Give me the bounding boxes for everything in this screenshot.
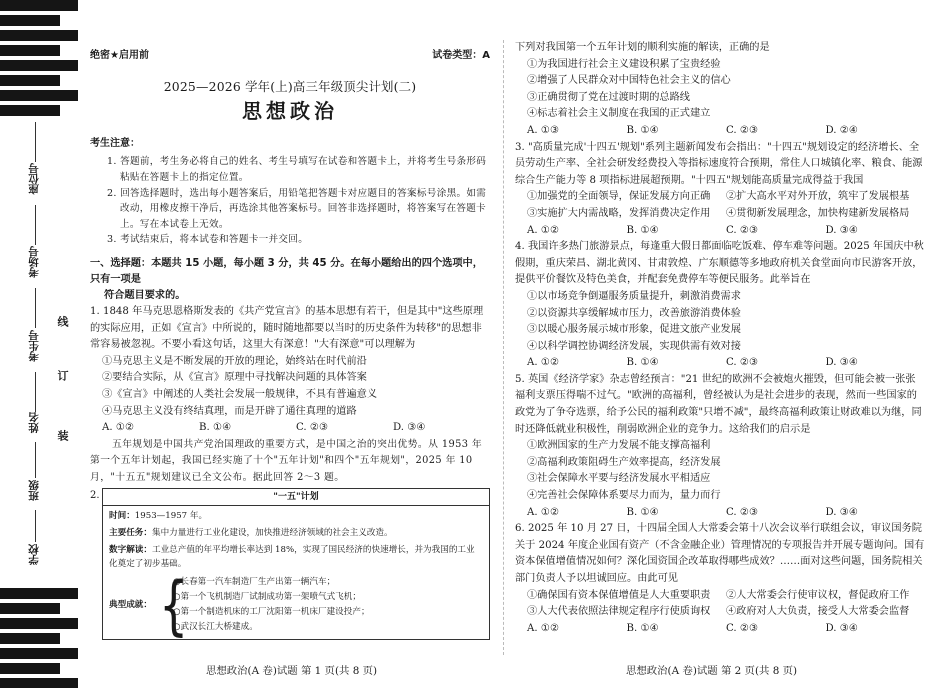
question-option: ③《宣言》中阐述的人类社会发展一般规律，不具有普遍意义 xyxy=(102,388,378,400)
plan-data-label: 数字解读： xyxy=(109,544,152,555)
binding-stripe xyxy=(0,75,60,86)
choice-b[interactable]: B. ①④ xyxy=(626,506,659,518)
choice-b[interactable]: B. ①④ xyxy=(626,357,659,369)
question-option: ④以科学调控协调经济发展，实现供需有效对接 xyxy=(527,340,741,352)
question-1 xyxy=(90,304,490,437)
choice-c[interactable]: C. ②③ xyxy=(726,622,759,634)
plan-title: "一五"计划 xyxy=(103,489,489,506)
binding-stripe xyxy=(0,663,60,674)
achievement-item: ○武汉长江大桥建成。 xyxy=(173,621,258,632)
plan-task-label: 主要任务： xyxy=(109,527,152,538)
question-stem: 4. 我国许多热门旅游景点，每逢重大假日都面临吃饭难、停车难等问题。2025 年国庆中秋假期，重庆荣昌、湖北黄冈、甘肃敦煌、广东顺德等多地政府机关食堂面向市民游客开放，提供平价餐饮及特色美食，并配套免费停车等便民服务。此举旨在 xyxy=(515,241,924,286)
choice-a[interactable]: A. ①③ xyxy=(527,124,560,136)
question-option: ③以暖心服务展示城市形象，促进文旅产业发展 xyxy=(527,324,741,336)
exam-title: 2025—2026 学年(上)高三年级顶尖计划(二) xyxy=(163,78,417,94)
question-3 xyxy=(515,140,925,240)
choice-a[interactable]: A. ①② xyxy=(102,422,135,434)
choice-c[interactable]: C. ②③ xyxy=(726,506,759,518)
achievement-item: ○第一个飞机制造厂试制成功第一架喷气式飞机； xyxy=(173,591,361,602)
class-label: 班级 xyxy=(28,480,40,501)
cut-ding-word: 订 xyxy=(56,370,69,381)
footer-right: 思想政治(A 卷)试题 第 2 页(共 8 页) xyxy=(626,665,798,677)
question-2-table xyxy=(90,488,490,643)
binding-stripe xyxy=(0,678,78,688)
question-stem: 5. 英国《经济学家》杂志曾经预言："21 世纪的欧洲不会被炮火摧毁，但可能会被一张张福利支票压得喘不过气。"欧洲的高福利，曾经被认为是社会进步的表现，然而一些国家的政党为了争夺选票，给予公民的福利政策"只增不减"，最终高福利政策让财政难以为继，同时还降低就业积极性，削弱欧洲企业的竞争力。这给我们的启示是 xyxy=(515,373,922,435)
subject-title: 思想政治 xyxy=(242,99,338,124)
choice-d[interactable]: D. ③④ xyxy=(393,422,426,434)
question-option: ②要结合实际，从《宣言》原理中寻找解决问题的具体答案 xyxy=(102,372,367,384)
question-stem: 6. 2025 年 10 月 27 日，十四届全国人大常委会第十八次会议举行联组会议，审议国务院关于 2024 年度企业国有资产（不含金融企业）管理情况的专项报告并开展专题询问。国有资本保值增值情况如何？深化国资国企改革取得哪些成效？……面对这些问题，国务院相关部门负责人予以坦诚回应。由此可见 xyxy=(515,523,925,584)
binding-line xyxy=(35,442,36,478)
question-stem: 1. 1848 年马克思恩格斯发表的《共产党宣言》的基本思想有若干，但是其中"这些原理的实际应用，正如《宣言》中所说的，随时随地都要以当时的历史条件为转移"的思想非常容易被忽视。不要小看这句话，这里大有深意！"大有深意"可以理解为 xyxy=(90,305,484,351)
question-option: ①欧洲国家的生产力发展不能支撑高福利 xyxy=(527,440,711,452)
achievement-list xyxy=(173,575,370,635)
binding-stripe xyxy=(0,15,60,26)
answer-choices xyxy=(90,420,490,437)
question-option: ①为我国进行社会主义建设积累了宝贵经验 xyxy=(527,58,721,70)
question-option: ④政府对人大负责，接受人大常委会监督 xyxy=(726,606,910,618)
question-option: ①以市场竞争倒逼服务质量提升，刺激消费需求 xyxy=(527,290,741,302)
binding-stripe xyxy=(0,30,78,41)
question-option: ④贯彻新发展理念，加快构建新发展格局 xyxy=(726,207,910,219)
choice-c[interactable]: C. ②③ xyxy=(726,224,759,236)
option-pair xyxy=(515,588,925,605)
plan-task-row xyxy=(109,526,483,540)
binding-stripe xyxy=(0,603,60,614)
column-divider xyxy=(503,40,504,655)
question-option: ①确保国有资本保值增值是人大重要职责 xyxy=(527,589,711,601)
question-stem: 下列对我国第一个五年计划的顺利实施的解读，正确的是 xyxy=(515,42,770,53)
option-pair xyxy=(515,189,925,206)
plan-data-value: 工业总产值的年平均增长率达到 18%，实现了国民经济的快速增长，并为我国的工业化奠定了初步基础。 xyxy=(109,544,475,569)
question-option: ①加强党的全面领导，保证发展方向正确 xyxy=(527,191,711,203)
binding-stripe xyxy=(0,618,78,629)
binding-stripe xyxy=(0,0,78,11)
section-heading-line1: 一、选择题：本题共 15 小题，每小题 3 分，共 45 分。在每小题给出的四个选项中，只有一项是 xyxy=(90,257,483,285)
choice-a[interactable]: A. ①② xyxy=(527,506,560,518)
binding-strip xyxy=(0,0,88,688)
question-6 xyxy=(515,521,925,637)
question-5 xyxy=(515,372,925,521)
answer-choices xyxy=(515,621,925,638)
achievement-item: ○长春第一汽车制造厂生产出第一辆汽车； xyxy=(173,576,336,587)
right-column xyxy=(515,40,925,637)
answer-choices xyxy=(515,123,925,140)
note-item: 3. 考试结束后，将本试卷和答题卡一并交回。 xyxy=(107,234,309,246)
brace-icon: { xyxy=(159,567,189,643)
choice-d[interactable]: D. ②④ xyxy=(825,124,859,136)
binding-line xyxy=(35,122,36,162)
choice-b[interactable]: B. ①④ xyxy=(626,622,659,634)
binding-stripe xyxy=(0,60,78,71)
choice-d[interactable]: D. ③④ xyxy=(825,357,859,369)
binding-stripe xyxy=(0,45,60,56)
choice-b[interactable]: B. ①④ xyxy=(626,224,659,236)
choice-d[interactable]: D. ③④ xyxy=(825,506,859,518)
plan-achieve-label: 典型成就： xyxy=(109,599,152,610)
binding-stripe xyxy=(0,105,60,116)
note-item: 2. 回答选择题时，选出每小题答案后，用铅笔把答题卡对应题目的答案标号涂黑。如需改动，用橡皮擦干净后，再选涂其他答案标号。回答非选择题时，将答案写在答题卡上。写在本试卷上无效。 xyxy=(107,187,487,230)
passage-text: 五年规划是中国共产党治国理政的重要方式，是中国之治的突出优势。从 1953 年第一个五年计划起，我国已经实施了十个"五年计划"和四个"五年规划"，2025 年 10 月，"十五五"规划建议已全文公布。据此回答 2～3 题。 xyxy=(90,438,483,483)
paper-type: 试卷类型：A xyxy=(432,50,490,61)
question-stem: 3. "高质量完成'十四五'规划"系列主题新闻发布会指出："十四五"规划设定的经济增长、全员劳动生产率、全社会研发经费投入等指标速度符合预期，常住人口城镇化率、粮食、能源综合生产能力等 8 项指标进展超预期。"十四五"规划能高质量完成得益于我国 xyxy=(515,141,923,186)
achievement-item: ○第一个制造机床的工厂沈阳第一机床厂建设投产； xyxy=(173,606,370,617)
seat-label: 座位号 xyxy=(28,163,40,195)
section-heading xyxy=(90,256,490,304)
cut-zhuang-word: 装 xyxy=(56,430,69,441)
plan-time-value: 1953—1957 年。 xyxy=(134,510,208,521)
notes-heading: 考生注意： xyxy=(90,137,140,149)
question-4 xyxy=(515,239,925,372)
option-pair xyxy=(515,206,925,223)
plan-box xyxy=(102,488,490,643)
choice-c[interactable]: C. ②③ xyxy=(726,357,759,369)
secret-mark: 绝密★启用前 xyxy=(90,50,149,61)
school-label: 学校 xyxy=(28,544,40,565)
choice-a[interactable]: A. ①② xyxy=(527,224,560,236)
plan-time-row xyxy=(109,509,483,523)
section-heading-line2: 符合题目要求的。 xyxy=(104,289,186,301)
option-pair xyxy=(515,604,925,621)
binding-stripe xyxy=(0,90,78,101)
binding-stripe xyxy=(0,588,78,599)
choice-b[interactable]: B. ①④ xyxy=(626,124,659,136)
plan-time-label: 时间： xyxy=(109,510,135,521)
choice-b[interactable]: B. ①④ xyxy=(199,422,232,434)
plan-task-value: 集中力量进行工业化建设，加快推进经济领域的社会主义改造。 xyxy=(151,527,393,538)
header-row xyxy=(90,48,490,65)
binding-stripe xyxy=(0,633,60,644)
question-option: ④马克思主义没有终结真理，而是开辟了通往真理的道路 xyxy=(102,405,357,417)
binding-line xyxy=(35,288,36,328)
room-label: 考场号 xyxy=(28,246,40,278)
answer-choices xyxy=(515,355,925,372)
choice-a[interactable]: A. ①② xyxy=(527,622,560,634)
exam-no-label: 考生号 xyxy=(28,330,40,362)
choice-c[interactable]: C. ②③ xyxy=(726,124,759,136)
question-option: ③人大代表依照法律规定程序行使质询权 xyxy=(527,606,711,618)
question-option: ②高福利政策阻碍生产效率提高，经济发展 xyxy=(527,456,721,468)
question-option: ④完善社会保障体系要尽力而为，量力而行 xyxy=(527,490,721,502)
question-option: ②人大常委会行使审议权，督促政府工作 xyxy=(726,589,910,601)
binding-stripe xyxy=(0,648,78,659)
question-option: ③社会保障水平要与经济发展水平相适应 xyxy=(527,473,711,485)
question-option: ①马克思主义是不断发展的开放的理论，始终站在时代前沿 xyxy=(102,355,367,367)
question-number: 2. xyxy=(90,489,100,501)
left-column xyxy=(90,48,490,643)
question-option: ③正确贯彻了党在过渡时期的总路线 xyxy=(527,91,690,103)
choice-c[interactable]: C. ②③ xyxy=(296,422,329,434)
footer-left: 思想政治(A 卷)试题 第 1 页(共 8 页) xyxy=(206,665,378,677)
binding-line xyxy=(35,205,36,245)
binding-line xyxy=(35,510,36,542)
choice-a[interactable]: A. ①② xyxy=(527,357,560,369)
note-item: 1. 答题前，考生务必将自己的姓名、考生号填写在试卷和答题卡上，并将考生号条形码粘贴在答题卡上的指定位置。 xyxy=(107,156,487,183)
plan-achievements xyxy=(109,567,483,643)
question-option: ④标志着社会主义制度在我国的正式建立 xyxy=(527,108,711,120)
answer-choices xyxy=(515,505,925,522)
question-option: ②以资源共享缓解城市压力，改善旅游消费体验 xyxy=(527,307,741,319)
answer-choices xyxy=(515,223,925,240)
cut-line-word: 线 xyxy=(56,316,69,327)
name-label: 姓名 xyxy=(28,412,40,433)
question-option: ②扩大高水平对外开放，筑牢了发展根基 xyxy=(726,191,910,203)
question-option: ②增强了人民群众对中国特色社会主义的信心 xyxy=(527,75,731,87)
question-2 xyxy=(515,40,925,140)
question-option: ③实施扩大内需战略，发挥消费决定作用 xyxy=(527,207,711,219)
choice-d[interactable]: D. ③④ xyxy=(825,622,859,634)
choice-d[interactable]: D. ③④ xyxy=(825,224,859,236)
binding-line xyxy=(35,372,36,412)
